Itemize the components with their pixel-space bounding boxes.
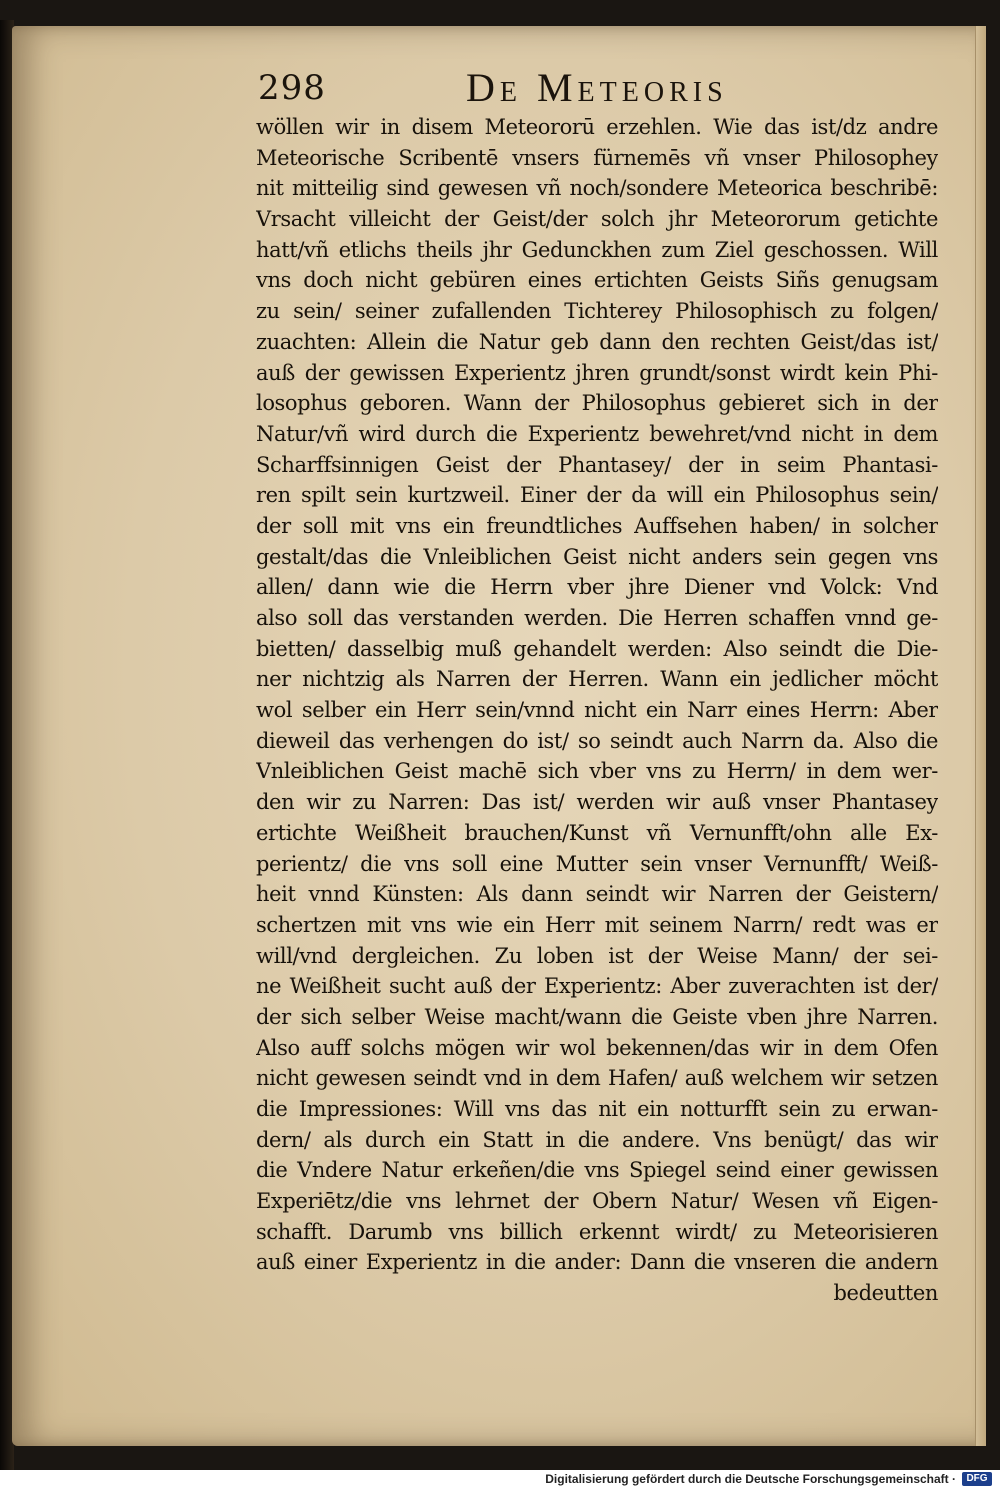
catchword: bedeutten <box>833 1281 938 1306</box>
text-line: zuachten: Allein die Natur geb dann den rechten Geist/das ist/ <box>256 329 938 354</box>
text-line: dern/ als durch ein Statt in die andere. Vns benügt/ das wir <box>256 1127 938 1152</box>
text-line: Also auff solchs mögen wir wol bekennen/das wir in dem Ofen <box>256 1035 938 1060</box>
text-line: schafft. Darumb vns billich erkennt wirdt/ zu Meteorisieren <box>256 1219 938 1244</box>
text-line: ner nichtzig als Narren der Herren. Wann ein jedlicher möcht <box>256 667 938 692</box>
text-line: will/vnd dergleichen. Zu loben ist der Weise Mann/ der sei- <box>256 943 938 968</box>
text-line: dieweil das verhengen do ist/ so seindt auch Narrn da. Also die <box>256 728 938 753</box>
text-line: ren spilt sein kurtzweil. Einer der da will ein Philosophus sein/ <box>256 483 938 508</box>
dfg-logo: DFG <box>962 1472 992 1486</box>
footer-bar <box>0 1470 1000 1490</box>
page-number: 298 <box>258 68 326 108</box>
text-line: ne Weißheit sucht auß der Experientz: Aber zuverachten ist der/ <box>256 974 938 999</box>
text-line: losophus geboren. Wann der Philosophus gebieret sich in der <box>256 391 938 416</box>
page-header <box>258 64 798 110</box>
text-line: Experiētz/die vns lehrnet der Obern Natur/ Wesen vñ Eigen- <box>256 1189 938 1214</box>
text-line: allen/ dann wie die Herrn vber jhre Diener vnd Volck: Vnd <box>256 575 938 600</box>
text-line: der soll mit vns ein freundtliches Auffsehen haben/ in solcher <box>256 513 938 538</box>
text-line: also soll das verstanden werden. Die Herren schaffen vnnd ge- <box>256 606 938 630</box>
text-line: heit vnnd Künsten: Als dann seindt wir Narren der Geistern/ <box>256 882 938 907</box>
text-line: wöllen wir in disem Meteororū erzehlen. Wie das ist/dz andre <box>256 115 938 139</box>
running-title: De Meteoris <box>466 65 728 110</box>
text-line: vns doch nicht gebüren eines ertichten Geists Siñs genugsam <box>256 268 938 293</box>
text-line: perientz/ die vns soll eine Mutter sein vnser Vernunfft/ Weiß- <box>256 851 938 876</box>
funding-credit: Digitalisierung gefördert durch die Deutsche Forschungsgemeinschaft · <box>545 1472 956 1486</box>
text-line: Vrsacht villeicht der Geist/der solch jhr Meteororum getichte <box>256 207 938 232</box>
page-edge <box>975 26 986 1446</box>
text-line: zu sein/ seiner zufallenden Tichterey Philosophisch zu folgen/ <box>256 299 938 324</box>
text-line: auß einer Experientz in die ander: Dann die vnseren die andern <box>256 1250 938 1275</box>
text-line: den wir zu Narren: Das ist/ werden wir auß vnser Phantasey <box>256 790 938 815</box>
text-line: auß der gewissen Experientz jhren grundt/sonst wirdt kein Phi- <box>256 360 938 385</box>
text-line: ertichte Weißheit brauchen/Kunst vñ Vernunfft/ohn alle Ex- <box>256 820 938 845</box>
text-line: gestalt/das die Vnleiblichen Geist nicht anders sein gegen vns <box>256 544 938 569</box>
text-line: hatt/vñ etlichs theils jhr Gedunckhen zum Ziel geschossen. Will <box>256 237 938 262</box>
text-line: die Impressiones: Will vns das nit ein notturfft sein zu erwan- <box>256 1097 938 1121</box>
text-line: Meteorische Scribentē vnsers fürnemēs vñ vnser Philosophey <box>256 145 938 170</box>
text-line: nicht gewesen seindt vnd in dem Hafen/ auß welchem wir setzen <box>256 1066 938 1091</box>
text-line: bietten/ dasselbig muß gehandelt werden: Also seindt die Die- <box>256 636 938 661</box>
text-line: nit mitteilig sind gewesen vñ noch/sondere Meteorica beschribē: <box>256 176 938 201</box>
text-line: die Vndere Natur erkeñen/die vns Spiegel seind einer gewissen <box>256 1158 938 1183</box>
text-line: Vnleiblichen Geist machē sich vber vns zu Herrn/ in dem wer- <box>256 759 938 784</box>
text-line: wol selber ein Herr sein/vnnd nicht ein Narr eines Herrn: Aber <box>256 698 938 723</box>
text-line: Natur/vñ wird durch die Experientz bewehret/vnd nicht in dem <box>256 421 938 446</box>
text-line: schertzen mit vns wie ein Herr mit seinem Narrn/ redt was er <box>256 912 938 937</box>
text-line: der sich selber Weise macht/wann die Geiste vben jhre Narren. <box>256 1004 938 1029</box>
body-text <box>256 112 938 1309</box>
text-line: Scharffsinnigen Geist der Phantasey/ der in seim Phantasi- <box>256 452 938 477</box>
